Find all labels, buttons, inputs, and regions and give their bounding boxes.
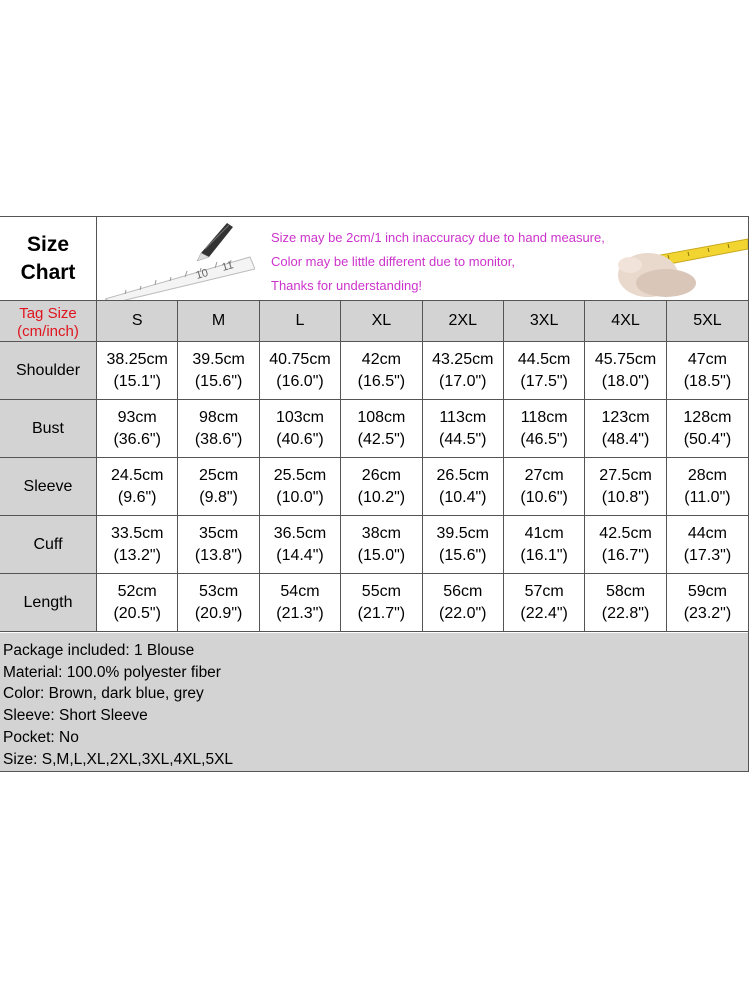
table-cell <box>178 342 259 399</box>
inch-value: (10.6") <box>520 488 568 506</box>
inch-value: (16.1") <box>520 546 568 564</box>
inch-value: (17.5") <box>520 372 568 390</box>
table-cell <box>585 574 666 631</box>
cm-value: 28cm <box>687 466 727 484</box>
inch-value: (14.4") <box>276 546 324 564</box>
size-chart <box>0 216 749 772</box>
cm-value: 25.5cm <box>273 466 327 484</box>
table-cell <box>260 342 341 399</box>
cm-value: 39.5cm <box>436 524 489 542</box>
cm-value: 39.5cm <box>192 350 245 368</box>
size-header-s: S <box>97 301 178 341</box>
row-label-bust: Bust <box>0 400 97 457</box>
row-label-cuff: Cuff <box>0 516 97 573</box>
cm-value: 44.5cm <box>517 350 571 368</box>
table-cell <box>178 574 259 631</box>
table-cell <box>504 574 585 631</box>
table-cell <box>504 458 585 515</box>
cm-value: 53cm <box>199 582 239 600</box>
inch-value: (15.1") <box>113 372 161 390</box>
cm-value: 113cm <box>439 408 487 426</box>
cm-value: 33.5cm <box>110 524 164 542</box>
cm-value: 108cm <box>357 408 406 426</box>
inch-value: (17.0") <box>439 372 487 390</box>
chart-title-line2: Chart <box>20 260 76 284</box>
inch-value: (23.2") <box>683 604 732 622</box>
cm-value: 123cm <box>601 408 650 426</box>
table-cell <box>178 458 259 515</box>
inch-value: (22.4") <box>520 604 568 622</box>
cm-value: 24.5cm <box>110 466 164 484</box>
inch-value: (18.0") <box>601 372 650 390</box>
table-cell <box>260 574 341 631</box>
detail-package: Package included: 1 Blouse <box>3 642 195 659</box>
inch-value: (22.8") <box>601 604 650 622</box>
cm-value: 58cm <box>605 582 646 600</box>
size-header-row <box>0 301 748 342</box>
cm-value: 54cm <box>280 582 320 600</box>
inch-value: (40.6") <box>276 430 324 448</box>
inch-value: (42.5") <box>357 430 406 448</box>
cm-value: 44cm <box>687 524 727 542</box>
table-row-bust <box>0 400 748 458</box>
cm-value: 57cm <box>524 582 564 600</box>
cm-value: 42cm <box>361 350 401 368</box>
inch-value: (10.0") <box>276 488 324 506</box>
inch-value: (13.8") <box>194 546 243 564</box>
table-cell <box>341 458 422 515</box>
table-cell <box>260 516 341 573</box>
detail-size: Size: S,M,L,XL,2XL,3XL,4XL,5XL <box>3 750 234 768</box>
detail-color: Color: Brown, dark blue, grey <box>3 685 204 703</box>
size-table <box>0 301 748 632</box>
table-cell <box>97 574 178 631</box>
chart-title <box>0 217 97 301</box>
inch-value: (10.8") <box>601 488 650 506</box>
table-cell <box>667 342 748 399</box>
measurement-banner <box>97 217 748 301</box>
cm-value: 42.5cm <box>599 524 652 542</box>
inch-value: (21.7") <box>357 604 406 622</box>
table-cell <box>97 400 178 457</box>
product-details <box>0 633 748 771</box>
inch-value: (17.3") <box>683 546 732 564</box>
table-cell <box>423 574 504 631</box>
table-cell <box>667 516 748 573</box>
table-cell <box>341 574 422 631</box>
cm-value: 103cm <box>275 408 324 426</box>
inch-value: (16.7") <box>601 546 650 564</box>
table-cell <box>504 342 585 399</box>
cm-value: 36.5cm <box>273 524 327 542</box>
note-line: Thanks for understanding! <box>271 278 423 293</box>
table-row-sleeve <box>0 458 748 516</box>
table-row-shoulder <box>0 342 748 400</box>
size-header-3xl: 3XL <box>504 301 585 341</box>
table-cell <box>423 516 504 573</box>
cm-value: 43.25cm <box>432 350 494 368</box>
table-cell <box>341 342 422 399</box>
tag-size-label: Tag Size (cm/inch) <box>0 301 97 341</box>
inch-value: (44.5") <box>439 430 487 448</box>
cm-value: 40.75cm <box>269 350 331 368</box>
cm-value: 27.5cm <box>599 466 652 484</box>
table-cell <box>97 342 178 399</box>
inch-value: (16.0") <box>276 372 324 390</box>
inch-value: (16.5") <box>357 372 406 390</box>
table-cell <box>585 516 666 573</box>
cm-value: 41cm <box>524 524 564 542</box>
row-label-sleeve: Sleeve <box>0 458 97 515</box>
table-cell <box>341 400 422 457</box>
row-label-length: Length <box>0 574 97 631</box>
inch-value: (48.4") <box>601 430 650 448</box>
inch-value: (38.6") <box>194 430 243 448</box>
note-line: Size may be 2cm/1 inch inaccuracy due to hand measure, <box>271 230 605 245</box>
size-header-xl: XL <box>341 301 422 341</box>
table-row-length <box>0 574 748 632</box>
cm-value: 38.25cm <box>106 350 168 368</box>
inch-value: (46.5") <box>520 430 568 448</box>
inch-value: (15.6") <box>194 372 243 390</box>
table-cell <box>667 400 748 457</box>
cm-value: 93cm <box>117 408 157 426</box>
row-label-shoulder: Shoulder <box>0 342 97 399</box>
size-header-5xl: 5XL <box>693 312 722 329</box>
cm-value: 25cm <box>199 466 239 484</box>
inch-value: (36.6") <box>113 430 161 448</box>
table-cell <box>423 458 504 515</box>
table-cell <box>178 400 259 457</box>
cm-value: 59cm <box>687 582 727 600</box>
inch-value: (20.5") <box>113 604 161 622</box>
cm-value: 35cm <box>199 524 239 542</box>
inch-value: (9.8") <box>199 488 238 506</box>
inch-value: (20.9") <box>194 604 243 622</box>
chart-title-line1: Size <box>26 232 70 256</box>
table-cell <box>585 342 666 399</box>
table-cell <box>504 516 585 573</box>
detail-material: Material: 100.0% polyester fiber <box>3 663 221 681</box>
cm-value: 26.5cm <box>436 466 489 484</box>
hand-measuring-tape-icon <box>598 221 748 301</box>
inch-value: (22.0") <box>439 604 487 622</box>
table-cell <box>667 574 748 631</box>
ruler-number-10: 10 <box>194 266 210 282</box>
inch-value: (9.6") <box>117 488 157 506</box>
table-cell <box>260 458 341 515</box>
table-cell <box>585 400 666 457</box>
inch-value: (10.2") <box>357 488 406 506</box>
cm-value: 56cm <box>443 582 483 600</box>
cm-value: 38cm <box>361 524 401 542</box>
ruler-number-11: 11 <box>220 259 235 274</box>
table-cell <box>585 458 666 515</box>
inch-value: (13.2") <box>113 546 161 564</box>
cm-value: 98cm <box>199 408 239 426</box>
size-header-4xl: 4XL <box>585 301 666 341</box>
cm-value: 52cm <box>117 582 157 600</box>
table-row-cuff <box>0 516 748 574</box>
inch-value: (11.0") <box>684 488 731 506</box>
table-cell <box>341 516 422 573</box>
inch-value: (15.6") <box>439 546 487 564</box>
cm-value: 45.75cm <box>594 350 657 368</box>
cm-value: 47cm <box>687 350 727 368</box>
table-cell <box>423 342 504 399</box>
cm-value: 26cm <box>361 466 401 484</box>
size-header-2xl: 2XL <box>423 301 504 341</box>
detail-sleeve: Sleeve: Short Sleeve <box>3 707 148 725</box>
table-cell <box>504 400 585 457</box>
inch-value: (50.4") <box>683 430 732 448</box>
cm-value: 27cm <box>524 466 564 484</box>
table-cell <box>667 458 748 515</box>
measurement-notes <box>271 229 605 301</box>
inch-value: (10.4") <box>439 488 487 506</box>
inch-value: (18.5") <box>683 372 732 390</box>
table-cell <box>178 516 259 573</box>
table-cell <box>97 458 178 515</box>
size-header-l: L <box>260 301 341 341</box>
detail-pocket: Pocket: No <box>3 728 79 746</box>
cm-value: 55cm <box>361 582 401 600</box>
cm-value: 118cm <box>520 408 568 426</box>
table-cell <box>97 516 178 573</box>
inch-value: (21.3") <box>276 604 324 622</box>
cm-value: 128cm <box>683 408 732 426</box>
table-cell <box>423 400 504 457</box>
size-header-m: M <box>178 301 259 341</box>
inch-value: (15.0") <box>357 546 406 564</box>
table-cell <box>260 400 341 457</box>
note-line: Color may be little different due to monitor, <box>271 254 515 269</box>
pencil-ruler-icon <box>105 219 255 301</box>
